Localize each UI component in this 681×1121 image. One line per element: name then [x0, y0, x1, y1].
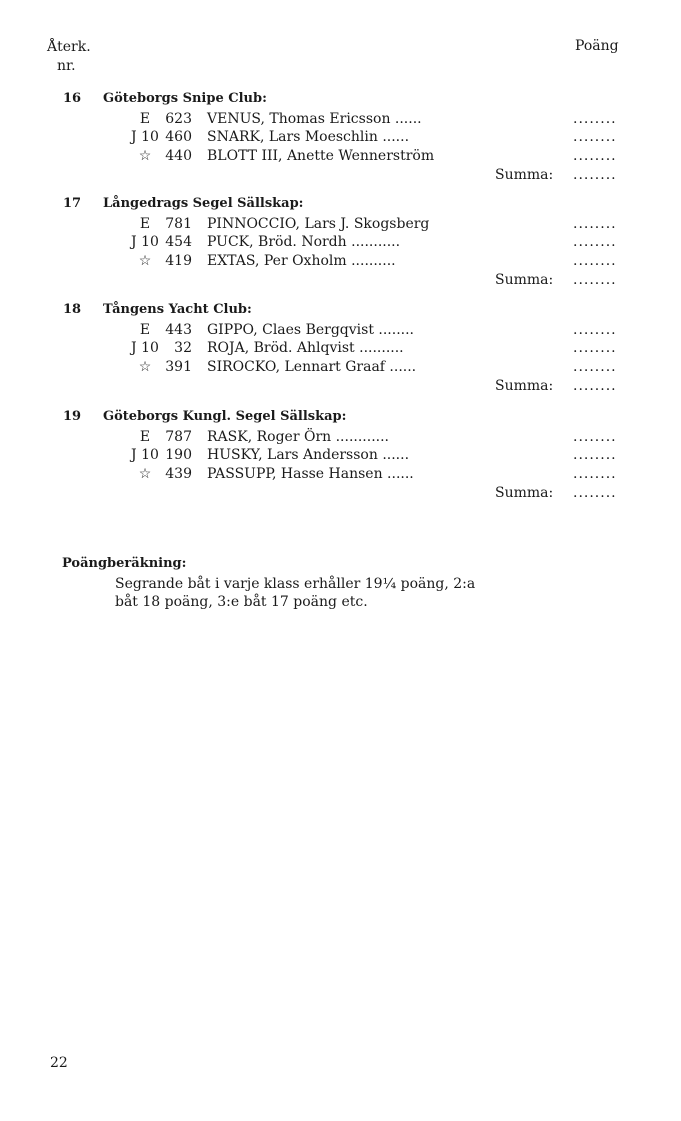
boat-class: E [139, 429, 151, 445]
column-header-points: Poäng [575, 38, 619, 54]
entry-row [0, 359, 681, 377]
boat-and-skipper: BLOTT III, Anette Wennerström [207, 148, 435, 164]
club-number: 19 [63, 409, 82, 424]
summa-label: Summa: [495, 272, 554, 288]
boat-and-skipper: VENUS, Thomas Ericsson ...... [207, 111, 422, 127]
club-name: Tångens Yacht Club: [103, 302, 252, 317]
boat-class: ☆ [138, 466, 152, 482]
entry-row [0, 234, 681, 252]
entry-row [0, 447, 681, 465]
entry-row [0, 253, 681, 271]
score-dots: ........ [573, 129, 617, 145]
points-calculation [62, 556, 485, 611]
score-dots: ........ [573, 234, 617, 250]
boat-and-skipper: SNARK, Lars Moeschlin ...... [207, 129, 410, 145]
boat-and-skipper: ROJA, Bröd. Ahlqvist .......... [207, 340, 404, 356]
entry-row [0, 216, 681, 234]
club-name: Göteborgs Snipe Club: [103, 91, 267, 106]
entry-row [0, 340, 681, 358]
score-dots: ........ [573, 253, 617, 269]
sail-number: 439 [165, 466, 192, 482]
score-dots: ........ [573, 359, 617, 375]
score-dots: ........ [573, 322, 617, 338]
club-heading [63, 196, 303, 211]
entry-row [0, 466, 681, 484]
sail-number: 781 [165, 216, 192, 232]
boat-and-skipper: HUSKY, Lars Andersson ...... [207, 447, 410, 463]
summa-label: Summa: [495, 485, 554, 501]
summa-row [0, 167, 681, 185]
header-line-1: Återk. [47, 39, 91, 55]
boat-class: ☆ [138, 253, 152, 269]
sail-number: 460 [165, 129, 192, 145]
score-dots: ........ [573, 429, 617, 445]
summa-label: Summa: [495, 378, 554, 394]
boat-class: E [139, 216, 151, 232]
sail-number: 190 [165, 447, 192, 463]
boat-and-skipper: PUCK, Bröd. Nordh ........... [207, 234, 401, 250]
score-dots: ........ [573, 447, 617, 463]
boat-class: J 10 [131, 234, 159, 250]
boat-and-skipper: GIPPO, Claes Bergqvist ........ [207, 322, 415, 338]
club-heading [63, 302, 252, 317]
column-header-return-number [47, 38, 91, 76]
summa-row [0, 485, 681, 503]
sail-number: 787 [165, 429, 192, 445]
club-heading [63, 409, 346, 424]
club-name: Göteborgs Kungl. Segel Sällskap: [103, 409, 347, 424]
boat-and-skipper: PINNOCCIO, Lars J. Skogsberg [207, 216, 430, 232]
score-dots: ........ [573, 216, 617, 232]
boat-and-skipper: RASK, Roger Örn ............ [207, 429, 389, 445]
entry-row [0, 322, 681, 340]
score-dots: ........ [573, 466, 617, 482]
score-dots: ........ [573, 148, 617, 164]
summa-value: ........ [573, 378, 617, 394]
boat-class: ☆ [138, 148, 152, 164]
boat-and-skipper: EXTAS, Per Oxholm .......... [207, 253, 396, 269]
sail-number: 32 [174, 340, 192, 356]
entry-row [0, 148, 681, 166]
summa-row [0, 378, 681, 396]
summa-value: ........ [573, 167, 617, 183]
boat-and-skipper: SIROCKO, Lennart Graaf ...... [207, 359, 417, 375]
boat-class: J 10 [131, 340, 159, 356]
boat-class: J 10 [131, 447, 159, 463]
sail-number: 623 [165, 111, 192, 127]
boat-and-skipper: PASSUPP, Hasse Hansen ...... [207, 466, 414, 482]
entry-row [0, 429, 681, 447]
club-number: 16 [63, 91, 82, 106]
boat-class: ☆ [138, 359, 152, 375]
calc-title: Poängberäkning: [62, 556, 187, 571]
entry-row [0, 111, 681, 129]
sail-number: 391 [165, 359, 192, 375]
summa-row [0, 272, 681, 290]
boat-class: E [139, 111, 151, 127]
score-dots: ........ [573, 340, 617, 356]
boat-class: E [139, 322, 151, 338]
sail-number: 440 [165, 148, 192, 164]
sail-number: 443 [165, 322, 192, 338]
header-line-2: nr. [57, 58, 76, 74]
sail-number: 419 [165, 253, 192, 269]
entry-row [0, 129, 681, 147]
boat-class: J 10 [131, 129, 159, 145]
score-dots: ........ [573, 111, 617, 127]
page-number: 22 [50, 1055, 68, 1071]
summa-value: ........ [573, 272, 617, 288]
club-number: 17 [63, 196, 82, 211]
summa-label: Summa: [495, 167, 554, 183]
club-heading [63, 91, 267, 106]
calc-text: Segrande båt i varje klass erhåller 19¼ poäng, 2:a båt 18 poäng, 3:e båt 17 poäng etc. [115, 576, 476, 610]
sail-number: 454 [165, 234, 192, 250]
club-name: Långedrags Segel Sällskap: [103, 196, 304, 211]
summa-value: ........ [573, 485, 617, 501]
club-number: 18 [63, 302, 82, 317]
